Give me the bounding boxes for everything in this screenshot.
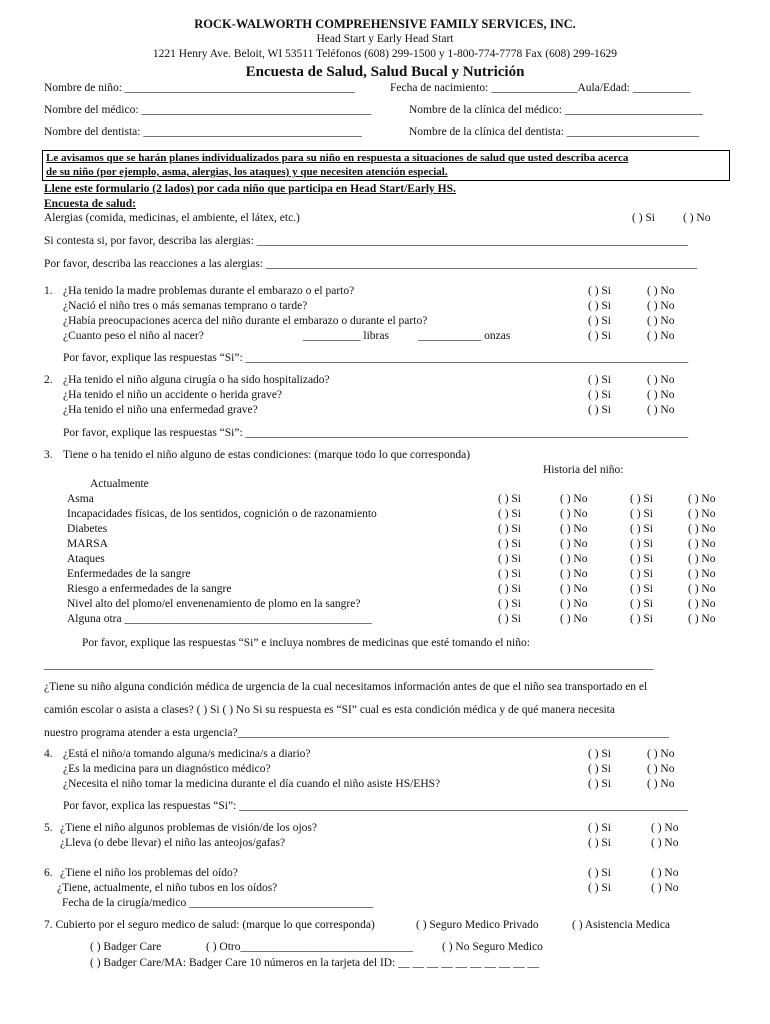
q1-question: ¿Había preocupaciones acerca del niño durante el embarazo o durante el parto? [63, 315, 428, 327]
birth-weight-ounces-field[interactable]: ___________ onzas [418, 330, 511, 342]
q5-no-option[interactable]: ( ) No [651, 822, 679, 834]
q5-number: 5. [44, 822, 53, 834]
q1-no-option[interactable]: ( ) No [647, 285, 675, 297]
allergies-si-option[interactable]: ( ) Si [632, 212, 655, 224]
q3-current-header: Actualmente [90, 478, 149, 490]
q6-number: 6. [44, 867, 53, 879]
q4-question: ¿Está el niño/a tomando alguna/s medicina/s a diario? [63, 748, 311, 760]
emergency-question: ¿Tiene su niño alguna condición médica de urgencia de la cual necesitamos información antes de que el niño sea transportado en el [44, 681, 648, 693]
q2-si-option[interactable]: ( ) Si [588, 404, 611, 416]
q1-question: ¿Nació el niño tres o más semanas temprano o tarde? [63, 300, 308, 312]
current-no-option[interactable]: ( ) No [560, 493, 588, 505]
q3-history-header: Historia del niño: [543, 464, 624, 476]
surgery-date-field[interactable]: Fecha de la cirugía/medico ________________________________ [62, 897, 374, 909]
q6-question: ¿Tiene el niño los problemas del oído? [60, 867, 238, 879]
allergies-no-option[interactable]: ( ) No [683, 212, 711, 224]
history-si-option[interactable]: ( ) Si [630, 553, 653, 565]
history-no-option[interactable]: ( ) No [688, 538, 716, 550]
q1-explain-field[interactable]: Por favor, explique las respuestas “Si”: _____________________________________________________________________________ [63, 352, 689, 364]
condition-label: Nivel alto del plomo/el envenenamiento de plomo en la sangre? [67, 598, 361, 610]
allergies-describe-field[interactable]: Si contesta si, por favor, describa las alergias: ___________________________________________________________________________ [44, 235, 688, 247]
q2-no-option[interactable]: ( ) No [647, 389, 675, 401]
other-insurance-option[interactable]: ( ) Otro______________________________ [206, 941, 413, 953]
q3-explain-field[interactable]: __________________________________________________________________________________________________________ [44, 659, 654, 671]
q1-no-option[interactable]: ( ) No [647, 315, 675, 327]
condition-label: Riesgo a enfermedades de la sangre [67, 583, 232, 595]
program-name: Head Start y Early Head Start [316, 33, 454, 45]
fill-instructions: Llene este formulario (2 lados) por cada niño que participa en Head Start/Early HS. [44, 183, 456, 195]
current-si-option[interactable]: ( ) Si [498, 568, 521, 580]
current-no-option[interactable]: ( ) No [560, 568, 588, 580]
q1-question: ¿Ha tenido la madre problemas durante el embarazo o el parto? [63, 285, 355, 297]
history-si-option[interactable]: ( ) Si [630, 568, 653, 580]
q1-si-option[interactable]: ( ) Si [588, 330, 611, 342]
birth-weight-pounds-field[interactable]: __________ libras [303, 330, 389, 342]
current-si-option[interactable]: ( ) Si [498, 613, 521, 625]
q6-si-option[interactable]: ( ) Si [588, 867, 611, 879]
medical-assistance-option[interactable]: ( ) Asistencia Medica [572, 919, 671, 931]
no-insurance-option[interactable]: ( ) No Seguro Medico [442, 941, 543, 953]
q2-question: ¿Ha tenido el niño un accidente o herida grave? [63, 389, 283, 401]
q3-intro: Tiene o ha tenido el niño alguno de estas condiciones: (marque todo lo que corresponda) [63, 449, 471, 461]
q6-si-option[interactable]: ( ) Si [588, 882, 611, 894]
q3-explain-label: Por favor, explique las respuestas “Si” e incluya nombres de medicinas que esté tomando el niño: [82, 637, 530, 649]
q7-question: 7. Cubierto por el seguro medico de salud: (marque lo que corresponda) [44, 919, 375, 931]
birth-date-field[interactable]: Fecha de nacimiento: _______________Aula/Edad: __________ [390, 82, 691, 94]
q4-si-option[interactable]: ( ) Si [588, 748, 611, 760]
clinic-name-field[interactable]: Nombre de la clínica del médico: ________________________ [409, 104, 703, 116]
history-si-option[interactable]: ( ) Si [630, 613, 653, 625]
q3-number: 3. [44, 449, 53, 461]
q1-number: 1. [44, 285, 53, 297]
q4-no-option[interactable]: ( ) No [647, 778, 675, 790]
history-no-option[interactable]: ( ) No [688, 553, 716, 565]
history-no-option[interactable]: ( ) No [688, 523, 716, 535]
q1-si-option[interactable]: ( ) Si [588, 300, 611, 312]
history-si-option[interactable]: ( ) Si [630, 508, 653, 520]
current-si-option[interactable]: ( ) Si [498, 583, 521, 595]
badger-care-option[interactable]: ( ) Badger Care [90, 941, 162, 953]
condition-label: Incapacidades físicas, de los sentidos, cognición o de razonamiento [67, 508, 377, 520]
emergency-options[interactable]: camión escolar o asista a clases? ( ) Si ( ) No Si su respuesta es “SI” cual es esta condición médica y de qué manera necesita [44, 704, 615, 716]
current-si-option[interactable]: ( ) Si [498, 493, 521, 505]
q2-question: ¿Ha tenido el niño una enfermedad grave? [63, 404, 258, 416]
condition-label: Asma [67, 493, 94, 505]
current-no-option[interactable]: ( ) No [560, 583, 588, 595]
q1-question: ¿Cuanto peso el niño al nacer? [63, 330, 204, 342]
org-address: 1221 Henry Ave. Beloit, WI 53511 Teléfonos (608) 299-1500 y 1-800-774-7778 Fax (608) 299-1629 [152, 48, 618, 60]
emergency-field[interactable]: nuestro programa atender a esta urgencia?___________________________________________________________________________ [44, 727, 669, 739]
current-no-option[interactable]: ( ) No [560, 508, 588, 520]
history-no-option[interactable]: ( ) No [688, 583, 716, 595]
q4-question: ¿Es la medicina para un diagnóstico médico? [63, 763, 271, 775]
current-si-option[interactable]: ( ) Si [498, 523, 521, 535]
condition-label: Enfermedades de la sangre [67, 568, 191, 580]
doctor-name-field[interactable]: Nombre del médico: ________________________________________ [44, 104, 372, 116]
q2-si-option[interactable]: ( ) Si [588, 374, 611, 386]
current-si-option[interactable]: ( ) Si [498, 538, 521, 550]
form-title: Encuesta de Salud, Salud Bucal y Nutrición [245, 64, 525, 80]
condition-label: Ataques [67, 553, 105, 565]
history-no-option[interactable]: ( ) No [688, 493, 716, 505]
org-name: ROCK-WALWORTH COMPREHENSIVE FAMILY SERVICES, INC. [194, 17, 576, 31]
history-si-option[interactable]: ( ) Si [630, 538, 653, 550]
current-si-option[interactable]: ( ) Si [498, 508, 521, 520]
history-no-option[interactable]: ( ) No [688, 508, 716, 520]
history-si-option[interactable]: ( ) Si [630, 583, 653, 595]
q6-no-option[interactable]: ( ) No [651, 867, 679, 879]
q1-no-option[interactable]: ( ) No [647, 330, 675, 342]
allergies-reactions-field[interactable]: Por favor, describa las reacciones a las alergias: ___________________________________________________________________________ [44, 258, 698, 270]
q2-no-option[interactable]: ( ) No [647, 374, 675, 386]
private-insurance-option[interactable]: ( ) Seguro Medico Privado [416, 919, 539, 931]
q2-explain-field[interactable]: Por favor, explique las respuestas “Si”: _____________________________________________________________________________ [63, 427, 689, 439]
q4-number: 4. [44, 748, 53, 760]
history-si-option[interactable]: ( ) Si [630, 523, 653, 535]
dental-clinic-field[interactable]: Nombre de la clínica del dentista: _______________________ [409, 126, 699, 138]
q4-no-option[interactable]: ( ) No [647, 748, 675, 760]
q4-question: ¿Necesita el niño tomar la medicina durante el día cuando el niño asiste HS/EHS? [63, 778, 441, 790]
history-no-option[interactable]: ( ) No [688, 598, 716, 610]
q5-question: ¿Lleva (o debe llevar) el niño las anteojos/gafas? [60, 837, 286, 849]
q5-question: ¿Tiene el niño algunos problemas de visión/de los ojos? [60, 822, 318, 834]
condition-label: MARSA [67, 538, 108, 550]
q4-si-option[interactable]: ( ) Si [588, 763, 611, 775]
current-no-option[interactable]: ( ) No [560, 598, 588, 610]
history-no-option[interactable]: ( ) No [688, 568, 716, 580]
condition-label: Alguna otra ___________________________________________ [67, 613, 372, 625]
current-no-option[interactable]: ( ) No [560, 538, 588, 550]
q4-no-option[interactable]: ( ) No [647, 763, 675, 775]
q5-si-option[interactable]: ( ) Si [588, 837, 611, 849]
current-no-option[interactable]: ( ) No [560, 613, 588, 625]
q4-si-option[interactable]: ( ) Si [588, 778, 611, 790]
badger-care-id-field[interactable]: ( ) Badger Care/MA: Badger Care 10 números en la tarjeta del ID: __ __ __ __ __ __ __ __ __ __ [90, 957, 540, 969]
q5-si-option[interactable]: ( ) Si [588, 822, 611, 834]
child-name-field[interactable]: Nombre de niño: ________________________________________ [44, 82, 355, 94]
q1-si-option[interactable]: ( ) Si [588, 315, 611, 327]
q4-explain-field[interactable]: Por favor, explica las respuestas “Si”: ______________________________________________________________________________ [63, 800, 688, 812]
q2-si-option[interactable]: ( ) Si [588, 389, 611, 401]
history-no-option[interactable]: ( ) No [688, 613, 716, 625]
q2-question: ¿Ha tenido el niño alguna cirugía o ha sido hospitalizado? [63, 374, 330, 386]
allergies-question: Alergias (comida, medicinas, el ambiente, el látex, etc.) [44, 212, 300, 224]
notice-line-2: de su niño (por ejemplo, asma, alergias, los ataques) y que necesiten atención especial. [46, 166, 448, 178]
q6-no-option[interactable]: ( ) No [651, 882, 679, 894]
current-no-option[interactable]: ( ) No [560, 553, 588, 565]
history-si-option[interactable]: ( ) Si [630, 493, 653, 505]
condition-label: Diabetes [67, 523, 108, 535]
dentist-name-field[interactable]: Nombre del dentista: ______________________________________ [44, 126, 362, 138]
q6-question: ¿Tiene, actualmente, el niño tubos en los oídos? [57, 882, 278, 894]
q1-si-option[interactable]: ( ) Si [588, 285, 611, 297]
current-no-option[interactable]: ( ) No [560, 523, 588, 535]
q2-number: 2. [44, 374, 53, 386]
current-si-option[interactable]: ( ) Si [498, 553, 521, 565]
history-si-option[interactable]: ( ) Si [630, 598, 653, 610]
current-si-option[interactable]: ( ) Si [498, 598, 521, 610]
q5-no-option[interactable]: ( ) No [651, 837, 679, 849]
section-heading: Encuesta de salud: [44, 198, 137, 210]
notice-line-1: Le avisamos que se harán planes individualizados para su niño en respuesta a situaciones de salud que usted describa acerca [46, 152, 629, 164]
q2-no-option[interactable]: ( ) No [647, 404, 675, 416]
q1-no-option[interactable]: ( ) No [647, 300, 675, 312]
